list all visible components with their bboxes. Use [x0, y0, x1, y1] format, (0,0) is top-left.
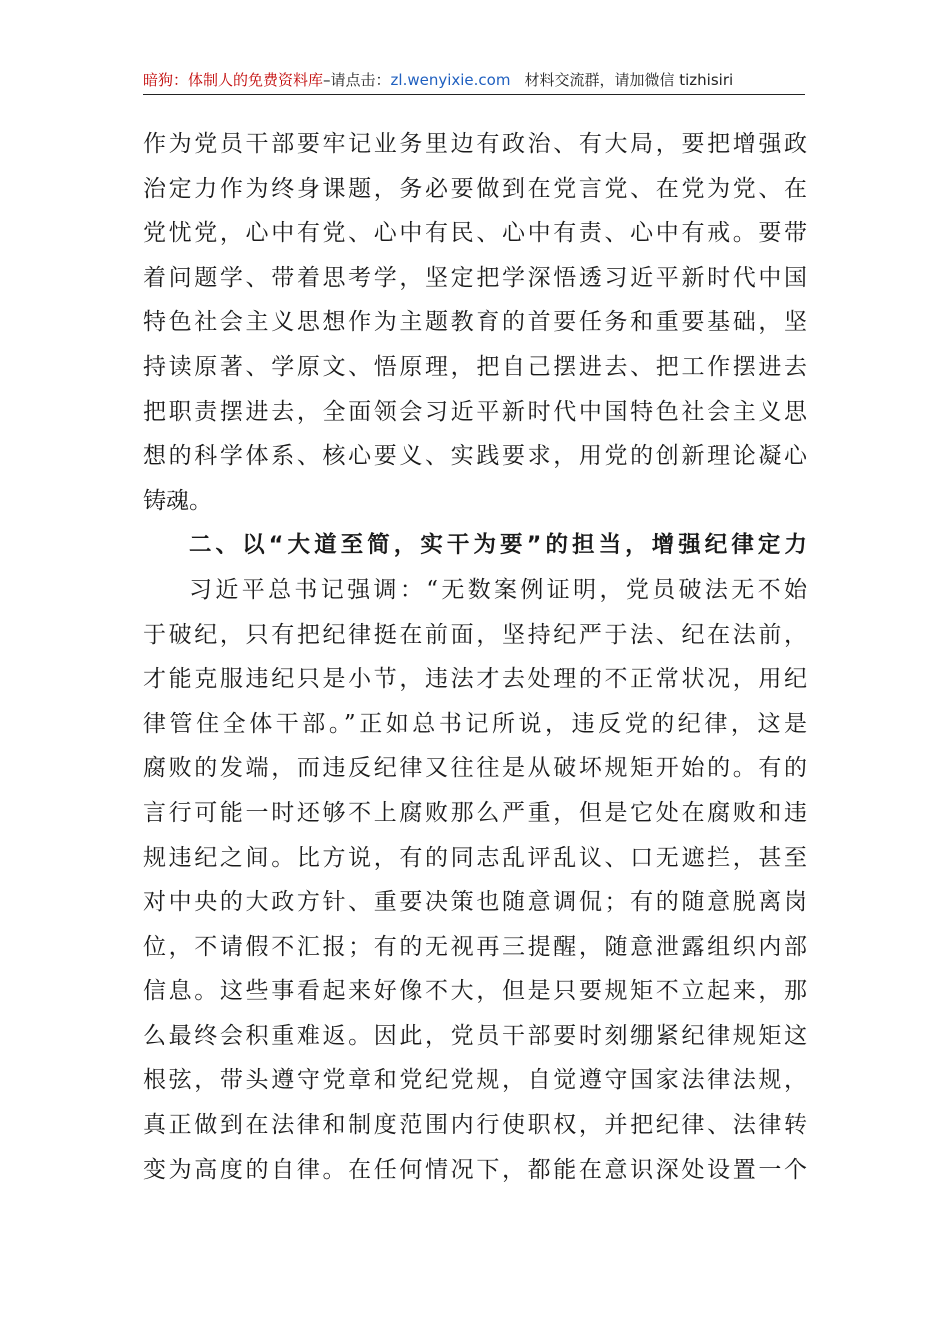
- text-line: 党忧党，心中有党、心中有民、心中有责、心中有戒。要带: [143, 220, 807, 247]
- header-brand: 暗狗：体制人的免费资料库: [143, 71, 324, 89]
- header-separator: –请点击：: [323, 71, 391, 89]
- text-line: 腐败的发端，而违反纪律又往往是从破坏规矩开始的。有的: [143, 755, 807, 782]
- text-line: 信息。这些事看起来好像不大，但是只要规矩不立起来，那: [143, 978, 807, 1005]
- text-line: 习近平总书记强调：“无数案例证明，党员破法无不始: [189, 576, 807, 603]
- text-line: 特色社会主义思想作为主题教育的首要任务和重要基础，坚: [143, 309, 807, 336]
- text-line: 才能克服违纪只是小节，违法才去处理的不正常状况，用纪: [143, 666, 807, 693]
- document-body: [143, 122, 807, 1192]
- text-line: 作为党员干部要牢记业务里边有政治、有大局，要把增强政: [143, 131, 807, 157]
- text-line: 着问题学、带着思考学，坚定把学深悟透习近平新时代中国: [143, 264, 807, 291]
- text-line: 言行可能一时还够不上腐败那么严重，但是它处在腐败和违: [143, 799, 807, 826]
- text-line: 把职责摆进去，全面领会习近平新时代中国特色社会主义思: [143, 398, 807, 425]
- text-line: 想的科学体系、核心要义、实践要求，用党的创新理论凝心: [143, 443, 807, 470]
- text-line: 铸魂。: [143, 487, 212, 514]
- paragraph-2: [143, 568, 807, 1192]
- page-header: [143, 66, 805, 95]
- text-line: 么最终会积重难返。因此，党员干部要时刻绷紧纪律规矩这: [143, 1022, 807, 1049]
- text-line: 于破纪，只有把纪律挺在前面，坚持纪严于法、纪在法前，: [143, 621, 807, 648]
- text-line: 根弦，带头遵守党章和党纪党规，自觉遵守国家法律法规，: [143, 1067, 807, 1094]
- header-group-info: 材料交流群，请加微信 tizhisiri: [524, 71, 734, 89]
- text-line: 真正做到在法律和制度范围内行使职权，并把纪律、法律转: [143, 1112, 807, 1139]
- text-line: 变为高度的自律。在任何情况下，都能在意识深处设置一个: [143, 1156, 807, 1183]
- section-heading: 二、以“大道至简，实干为要”的担当，增强纪律定力: [189, 532, 807, 559]
- text-line: 治定力作为终身课题，务必要做到在党言党、在党为党、在: [143, 175, 807, 202]
- header-link[interactable]: zl.wenyixie.com: [390, 71, 511, 89]
- text-line: 律管住全体干部。”正如总书记所说，违反党的纪律，这是: [143, 710, 807, 737]
- text-line: 对中央的大政方针、重要决策也随意调侃；有的随意脱离岗: [143, 889, 807, 916]
- paragraph-1: [143, 122, 807, 523]
- text-line: 规违纪之间。比方说，有的同志乱评乱议、口无遮拦，甚至: [143, 844, 807, 871]
- text-line: 位，不请假不汇报；有的无视再三提醒，随意泄露组织内部: [143, 933, 807, 960]
- text-line: 持读原著、学原文、悟原理，把自己摆进去、把工作摆进去: [143, 353, 807, 380]
